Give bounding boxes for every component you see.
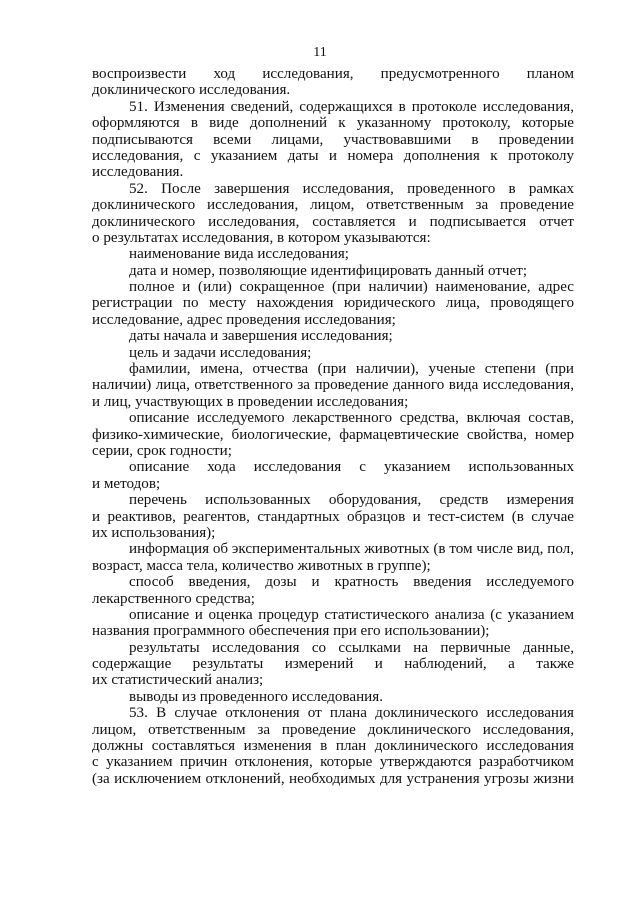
text-line: фамилии, имена, отчества (при наличии), ученые степени (при	[129, 361, 574, 378]
text-line: возраст, масса тела, количество животных в группе);	[92, 557, 431, 574]
text-line: подписываются всеми лицами, участвовавшими в проведении	[92, 131, 574, 148]
text-line: воспроизвести ход исследования, предусмотренного планом	[92, 66, 574, 82]
text-line: исследование, адрес проведения исследования;	[92, 311, 396, 328]
text-line: 51. Изменения сведений, содержащихся в протоколе исследования,	[129, 98, 574, 115]
text-line: (за исключением отклонений, необходимых для устранения угрозы жизни	[92, 770, 574, 787]
text-line: названия программного обеспечения при его использовании);	[92, 623, 490, 640]
document-body	[92, 66, 574, 787]
text-line: оформляются в виде дополнений к указанному протоколу, которые	[92, 115, 574, 132]
text-line: даты начала и завершения исследования;	[129, 328, 393, 345]
text-line: полное и (или) сокращенное (при наличии) наименование, адрес	[129, 279, 574, 296]
text-line: их использования);	[92, 524, 216, 541]
text-line: физико-химические, биологические, фармацевтические свойства, номер	[92, 426, 574, 443]
text-line: с указанием причин отклонения, которые утверждаются разработчиком	[92, 754, 574, 771]
text-line: наличии) лица, ответственного за проведение данного вида исследования,	[92, 377, 574, 394]
page-number: 11	[313, 45, 327, 60]
text-line: способ введения, дозы и кратность введения исследуемого	[129, 574, 574, 591]
text-line: должны составляться изменения в план доклинического исследования	[92, 738, 574, 755]
text-line: и реактивов, реагентов, стандартных образцов и тест-систем (в случае	[92, 508, 574, 525]
text-line: доклинического исследования, лицом, ответственным за проведение	[92, 197, 574, 214]
text-line: доклинического исследования.	[92, 82, 291, 99]
text-line: содержащие результаты измерений и наблюдений, а также	[92, 656, 574, 673]
text-line: лицом, ответственным за проведение доклинического исследования,	[92, 721, 574, 738]
text-line: дата и номер, позволяющие идентифицировать данный отчет;	[129, 262, 528, 279]
text-line: описание и оценка процедур статистического анализа (с указанием	[129, 606, 574, 623]
text-line: о результатах исследования, в котором указываются:	[92, 229, 431, 246]
text-line: их статистический анализ;	[92, 672, 264, 689]
text-line: 52. После завершения исследования, проведенного в рамках	[129, 180, 574, 197]
text-line: и лиц, участвующих в проведении исследования;	[92, 393, 409, 410]
text-line: цель и задачи исследования;	[129, 344, 312, 361]
text-line: описание хода исследования с указанием использованных	[129, 459, 574, 476]
text-line: и методов;	[92, 475, 161, 492]
text-line: серии, срок годности;	[92, 442, 232, 459]
text-line: 53. В случае отклонения от плана доклинического исследования	[129, 705, 574, 722]
text-line: перечень использованных оборудования, средств измерения	[129, 492, 574, 509]
text-line: исследования.	[92, 164, 184, 181]
text-line: исследования, с указанием даты и номера дополнения к протоколу	[92, 147, 574, 164]
text-line: регистрации по месту нахождения юридического лица, проводящего	[92, 295, 574, 312]
text-line: описание исследуемого лекарственного средства, включая состав,	[129, 410, 574, 427]
text-line: информация об экспериментальных животных (в том числе вид, пол,	[129, 541, 574, 558]
text-line: результаты исследования со ссылками на первичные данные,	[129, 639, 574, 656]
text-line: наименование вида исследования;	[129, 246, 349, 263]
text-line: доклинического исследования, составляется и подписывается отчет	[92, 213, 574, 230]
text-line: лекарственного средства;	[92, 590, 255, 607]
text-line: выводы из проведенного исследования.	[129, 688, 383, 705]
